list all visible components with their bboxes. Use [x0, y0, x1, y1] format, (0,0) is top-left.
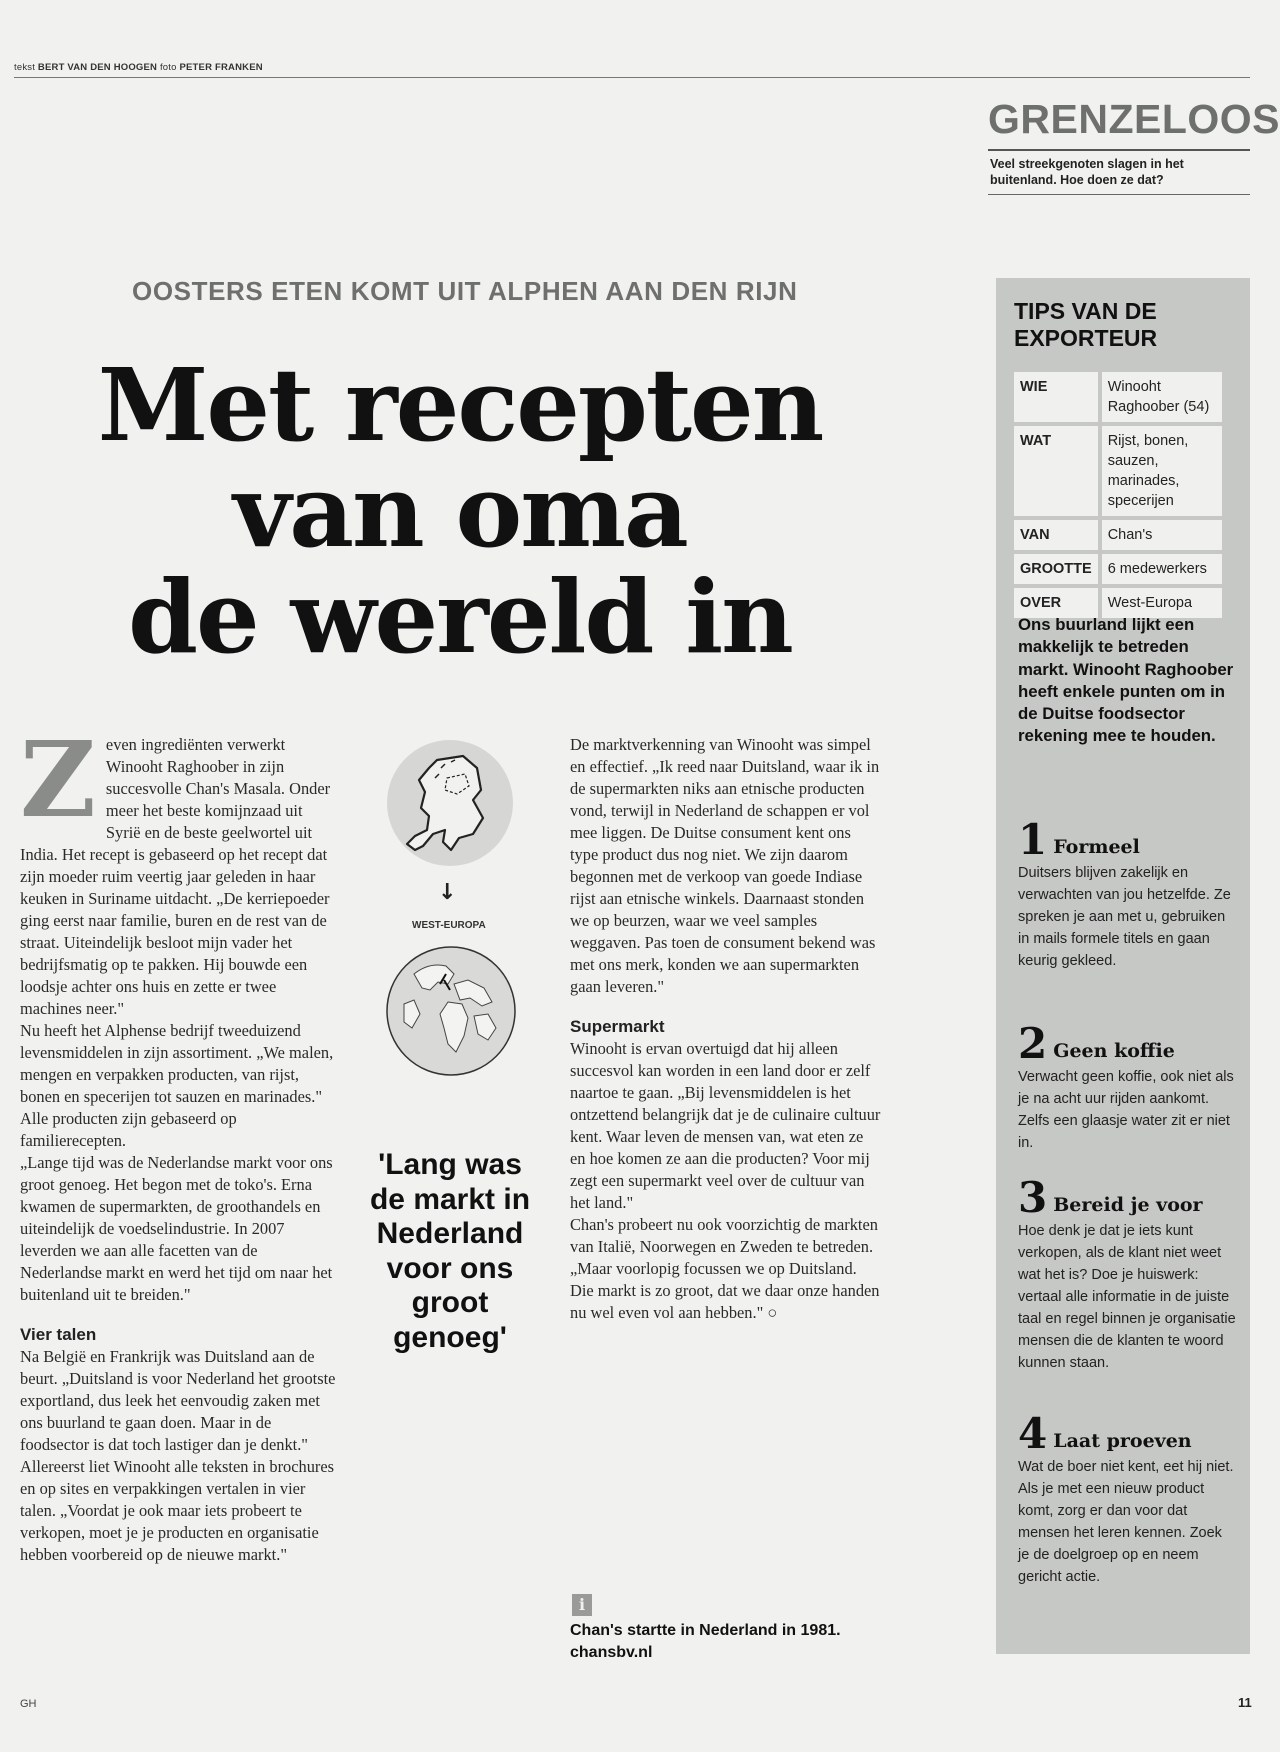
- article-paragraph: Allereerst liet Winooht alle teksten in brochures en op sites en verpakkingen vertalen in vier talen. „Voordat je ook maar iets probeert te verkopen, moet je je producten en organisatie hebben voorbereid op de nieuwe markt.": [20, 1457, 335, 1564]
- fact-value: Chan's: [1102, 520, 1222, 550]
- subhead-vier-talen: Vier talen: [20, 1325, 97, 1344]
- subhead-supermarkt: Supermarkt: [570, 1017, 665, 1036]
- tip-title: Formeel: [1053, 836, 1140, 858]
- tip-item: [1018, 815, 1236, 972]
- pull-quote: 'Lang was de markt in Nederland voor ons groot genoeg': [369, 1148, 531, 1354]
- fact-value: Rijst, bonen, sauzen, marinades, specerijen: [1102, 426, 1222, 516]
- tip-title: Bereid je voor: [1053, 1194, 1203, 1216]
- tip-item: [1018, 1409, 1236, 1588]
- arrow-down-icon: ↓: [438, 880, 457, 905]
- headline-line-3: de wereld in: [128, 558, 792, 676]
- section-rule-bottom: [988, 194, 1250, 195]
- article-paragraph: Chan's probeert nu ook voorzichtig de markten van Italië, Noorwegen en Zweden te betreden. „Maar voorlopig focussen we op Duitsland. Die markt is zo groot, dat we daar onze handen nu wel even vol aan hebben." ○: [570, 1215, 880, 1322]
- section-title: GRENZELOOS: [988, 96, 1280, 142]
- credits-author: BERT VAN DEN HOOGEN: [37, 62, 158, 73]
- article-column-1: [20, 718, 336, 1566]
- fact-key: WAT: [1014, 426, 1102, 516]
- section-rule: [988, 149, 1250, 151]
- footer-publication: GH: [20, 1698, 37, 1710]
- credits-text-label: tekst: [14, 62, 36, 73]
- map-label: WEST-EUROPA: [412, 920, 486, 931]
- tip-body: Hoe denk je dat je iets kunt verkopen, als de klant niet weet wat het is? Doe je huiswerk: vertaal alle informatie in de juiste taal en regel binnen je organisatie mensen die de klanten te woord kunnen staan.: [1018, 1223, 1236, 1371]
- sidebar-title: TIPS VAN DE EXPORTEUR: [1014, 298, 1158, 351]
- tip-body: Wat de boer niet kent, eet hij niet. Als je met een nieuw product komt, zorg er dan voor dat mensen het leren kennen. Zoek je de doelgroep op en neem gericht actie.: [1018, 1459, 1234, 1585]
- fact-value: West-Europa: [1102, 588, 1222, 618]
- article-paragraph: even ingrediënten verwerkt Winooht Raghoober in zijn succesvolle Chan's Masala. Onder meer het beste komijnzaad uit Syrië en de beste geelwortel uit India. Het recept is gebaseerd op het recept dat zijn moeder ruim veertig jaar geleden in haar keuken in Suriname uitdacht. „De kerriepoeder ging eerst naar familie, buren en de rest van de straat. Uiteindelijk besloot mijn vader het bedrijfsmatig op te pakken. Hij bouwde een loodsje achter ons huis en zette er twee machines neer.": [20, 735, 331, 1018]
- article-paragraph: „Lange tijd was de Nederlandse markt voor ons groot genoeg. Het begon met de toko's. Erna kwamen de supermarkten, de groothandels en uiteindelijk de voedselindustrie. In 2007 leverden we aan alle facetten van de Nederlandse markt en werd het tijd om naar het buitenland uit te breiden.": [20, 1153, 333, 1304]
- table-row: [1014, 426, 1222, 516]
- fact-key: VAN: [1014, 520, 1102, 550]
- sidebar-intro: Ons buurland lijkt een makkelijk te betreden markt. Winooht Raghoober heeft enkele punten om in de Duitse foodsector rekening mee te houden.: [1018, 615, 1234, 746]
- kicker: OOSTERS ETEN KOMT UIT ALPHEN AAN DEN RIJN: [132, 276, 798, 306]
- table-row: [1014, 372, 1222, 422]
- fact-key: WIE: [1014, 372, 1102, 422]
- headline-line-2: van oma: [233, 452, 687, 570]
- tip-number: 3: [1018, 1173, 1048, 1222]
- credits-photographer: PETER FRANKEN: [179, 62, 263, 73]
- headline: [80, 346, 840, 676]
- credits-photo-label: foto: [159, 62, 177, 73]
- globe-icon: [384, 944, 518, 1078]
- dropcap: Z: [20, 718, 96, 841]
- tip-body: Duitsers blijven zakelijk en verwachten van jou hetzelfde. Ze spreken je aan met u, gebruiken in mails formele titels en gaan keurig gekleed.: [1018, 865, 1231, 969]
- info-line-start: Chan's startte in Nederland in 1981.: [570, 1622, 841, 1639]
- fact-value: Winooht Raghoober (54): [1102, 372, 1222, 422]
- top-rule: [14, 77, 1250, 78]
- article-paragraph: De marktverkenning van Winooht was simpel en effectief. „Ik reed naar Duitsland, waar ik in de supermarkten niks aan etnische producten vond, terwijl in Nederland de schappen er vol mee liggen. De Duitse consument kent ons type product dus nog niet. We zijn daarom begonnen met de verkoop van goede Indiase rijst aan etnische winkels. Daarnaast stonden we op beurzen, waar we veel samples weggaven. Pas toen de consument bekend was met ons merk, konden we aan supermarkten gaan leveren.": [570, 735, 880, 996]
- info-text: [570, 1620, 900, 1664]
- tip-number: 2: [1018, 1019, 1048, 1068]
- article-paragraph: Winooht is ervan overtuigd dat hij alleen succesvol kan worden in een land door er zelf naartoe te gaan. „Bij levensmiddelen is het ontzettend belangrijk dat je de culinaire cultuur kent. Waar leven de mensen van, wat eten ze en hoe komen ze aan die producten? Voor mij zegt een supermarkt veel over de cultuur van het land.": [570, 1039, 881, 1212]
- fact-value: 6 medewerkers: [1102, 554, 1222, 584]
- page-number: 11: [1238, 1695, 1252, 1710]
- tip-item: [1018, 1019, 1236, 1154]
- headline-line-1: Met recepten: [97, 346, 823, 464]
- article-column-2: [570, 734, 882, 1324]
- fact-key: OVER: [1014, 588, 1102, 618]
- tip-title: Laat proeven: [1053, 1430, 1192, 1452]
- info-icon: i: [572, 1594, 592, 1616]
- tip-number: 1: [1018, 815, 1048, 864]
- table-row: [1014, 520, 1222, 550]
- article-paragraph: Na België en Frankrijk was Duitsland aan de beurt. „Duitsland is voor Nederland het grootste exportland, dus leek het eenvoudig zaken met ons buurland te gaan doen. Maar in de foodsector is dat toch lastiger dan je denkt.": [20, 1347, 336, 1454]
- info-website: chansbv.nl: [570, 1644, 653, 1661]
- fact-table: [1014, 368, 1222, 622]
- tip-body: Verwacht geen koffie, ook niet als je na acht uur rijden aankomt. Zelfs een glaasje water zit er niet in.: [1018, 1069, 1234, 1151]
- table-row: [1014, 554, 1222, 584]
- netherlands-map-icon: [385, 738, 515, 868]
- tip-title: Geen koffie: [1053, 1040, 1175, 1062]
- credits-line: [14, 62, 263, 73]
- tip-number: 4: [1018, 1409, 1048, 1458]
- tip-item: [1018, 1173, 1236, 1374]
- fact-key: GROOTTE: [1014, 554, 1102, 584]
- section-subtitle: Veel streekgenoten slagen in het buitenland. Hoe doen ze dat?: [990, 157, 1184, 187]
- article-paragraph: Nu heeft het Alphense bedrijf tweeduizend levensmiddelen in zijn assortiment. „We malen, mengen en verpakken producten, van rijst, bonen en specerijen tot sauzen en marinades." Alle producten zijn gebaseerd op familierecepten.: [20, 1021, 334, 1150]
